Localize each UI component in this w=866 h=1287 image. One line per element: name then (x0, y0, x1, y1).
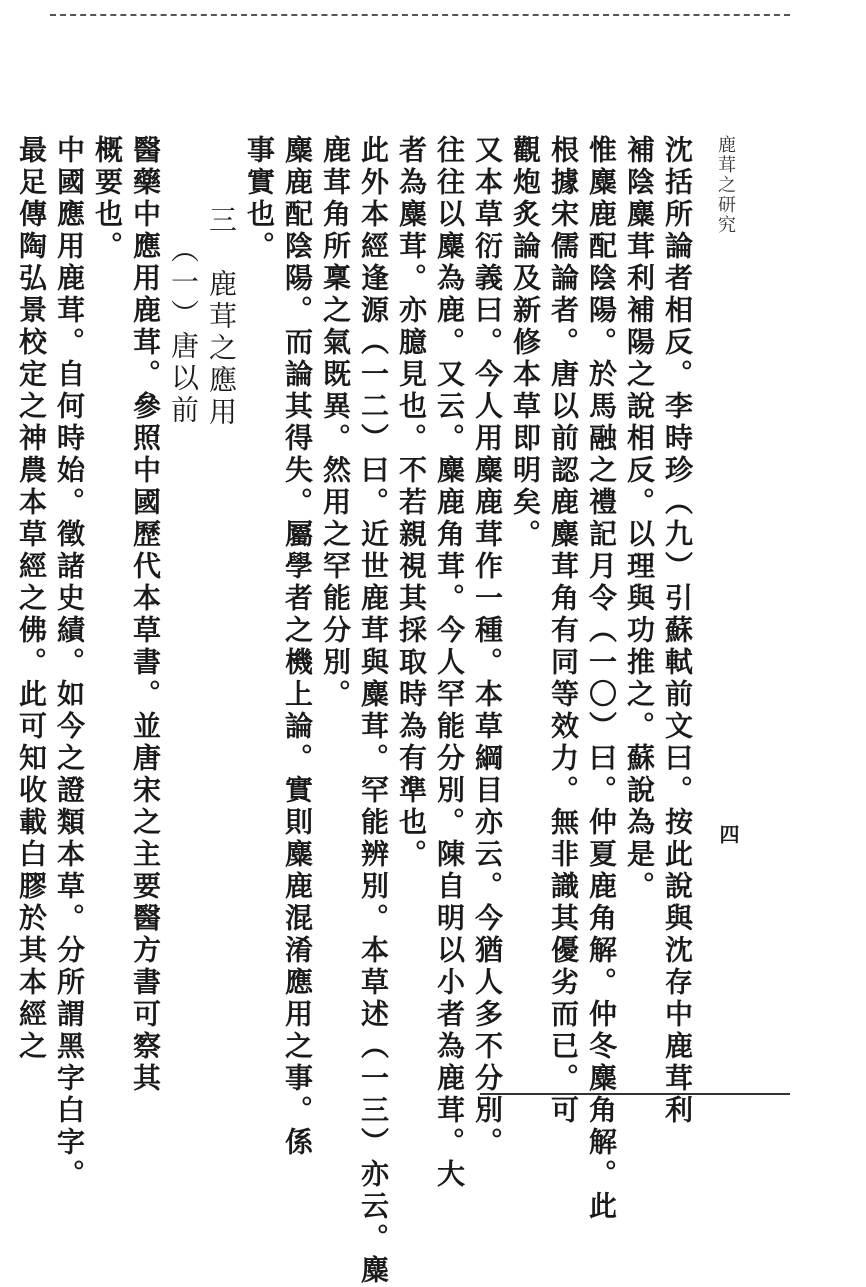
bottom-border-rule (480, 1093, 790, 1095)
text-column: 根據宋儒論者。唐以前認鹿麋茸角有同等效力。無非識其優劣而已。可 (547, 135, 580, 1127)
text-column: 事實也。 (243, 135, 276, 263)
text-column: 鹿茸角所稟之氣既異。然用之罕能分別。 (319, 135, 352, 711)
running-header: 鹿茸之研究 (715, 135, 736, 235)
text-column: 此外本經逢源（一二）曰。近世鹿茸與麋茸。罕能辨別。本草述（一三）亦云。麋 (357, 135, 390, 1287)
text-column: 觀炮炙論及新修本草即明矣。 (509, 135, 542, 551)
text-column: 惟麋鹿配陰陽。於馬融之禮記月令（一〇）曰。仲夏鹿角解。仲冬麋角解。此 (585, 135, 618, 1223)
text-column: 沈括所論者相反。李時珍（九）引蘇軾前文曰。按此說與沈存中鹿茸利 (661, 135, 694, 1127)
text-column: 又本草衍義曰。今人用麋鹿茸作一種。本草綱目亦云。今猶人多不分別。 (471, 135, 504, 1159)
text-column: 最足傳陶弘景校定之神農本草經之佛。此可知收載白膠於其本經之 (15, 135, 48, 1063)
text-column: 概要也。 (91, 135, 124, 263)
page-number: 四 (716, 824, 740, 844)
text-column: 中國應用鹿茸。自何時始。徵諸史績。如今之證類本草。分所謂黑字白字。 (53, 135, 86, 1191)
text-column: 補陰麋茸利補陽之說相反。以理與功推之。蘇說為是。 (623, 135, 656, 903)
subsection-heading: （一）唐以前 (167, 235, 200, 427)
text-column: 往往以麋為鹿。又云。麋鹿角茸。今人罕能分別。陳自明以小者為鹿茸。大 (433, 135, 466, 1191)
text-column: 醫藥中應用鹿茸。參照中國歷代本草書。並唐宋之主要醫方書可察其 (129, 135, 162, 1095)
text-column: 麋鹿配陰陽。而論其得失。屬學者之機上論。實則麋鹿混淆應用之事。係 (281, 135, 314, 1159)
top-border-rule (50, 14, 790, 16)
text-column: 者為麋茸。亦臆見也。不若親視其採取時為有準也。 (395, 135, 428, 871)
section-heading: 三 鹿茸之應用 (205, 205, 238, 429)
